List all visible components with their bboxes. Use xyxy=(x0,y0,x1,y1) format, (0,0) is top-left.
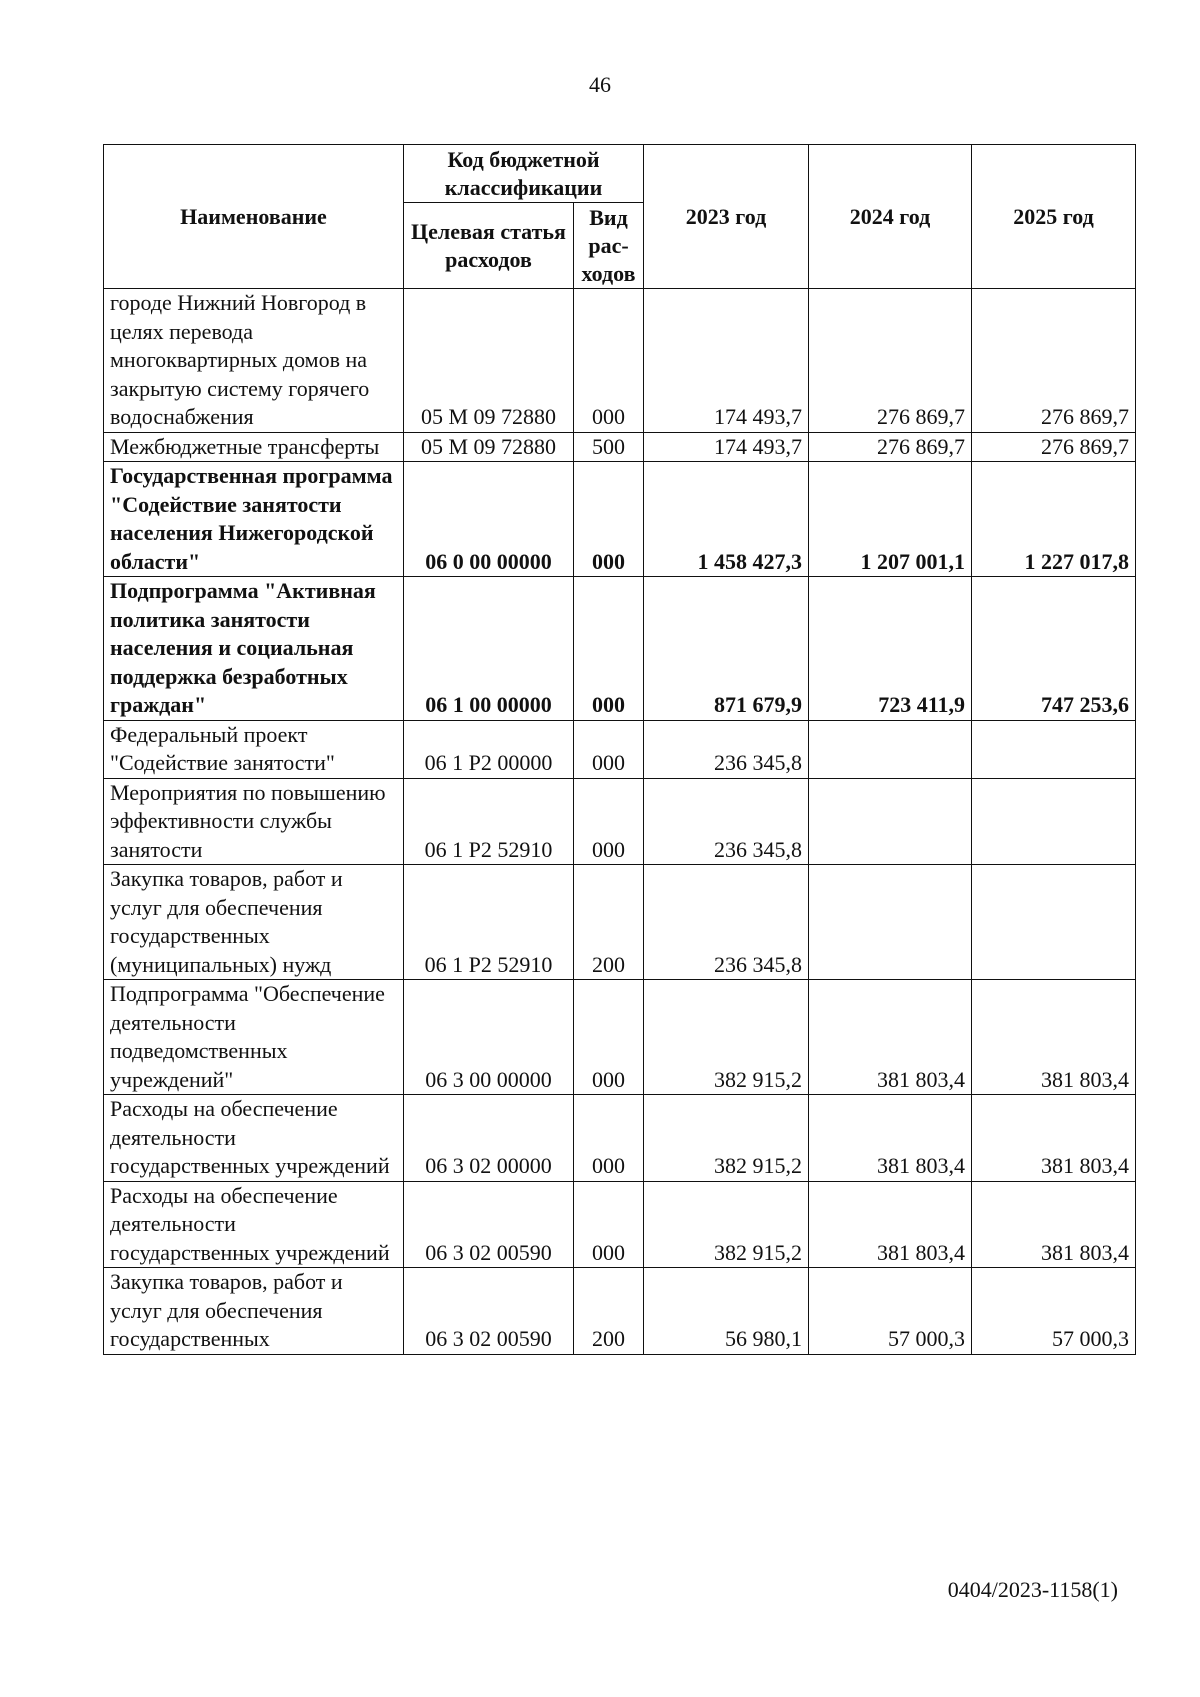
row-value-2023: 1 458 427,3 xyxy=(644,462,809,577)
row-expense-kind: 000 xyxy=(574,462,644,577)
row-value-2025: 276 869,7 xyxy=(972,432,1136,462)
row-expense-kind: 000 xyxy=(574,1095,644,1182)
page-number: 46 xyxy=(589,72,611,97)
table-row xyxy=(104,778,1136,865)
row-value-2025 xyxy=(972,865,1136,980)
row-value-2023: 174 493,7 xyxy=(644,289,809,433)
row-name: городе Нижний Новгород в целях перевода многоквартирных домов на закрытую систему горячего водоснабжения xyxy=(104,289,404,433)
row-value-2024 xyxy=(809,720,972,778)
row-value-2023: 382 915,2 xyxy=(644,1181,809,1268)
row-target-code: 06 3 02 00590 xyxy=(404,1268,574,1355)
row-value-2025: 381 803,4 xyxy=(972,1181,1136,1268)
table-row xyxy=(104,980,1136,1095)
row-name: Расходы на обеспечение деятельности государственных учреждений xyxy=(104,1181,404,1268)
row-expense-kind: 200 xyxy=(574,1268,644,1355)
row-value-2025 xyxy=(972,720,1136,778)
row-value-2023: 236 345,8 xyxy=(644,865,809,980)
row-expense-kind: 000 xyxy=(574,720,644,778)
row-value-2025: 381 803,4 xyxy=(972,980,1136,1095)
row-value-2025 xyxy=(972,778,1136,865)
row-expense-kind: 000 xyxy=(574,289,644,433)
row-value-2023: 382 915,2 xyxy=(644,1095,809,1182)
header-2024: 2024 год xyxy=(809,145,972,289)
table-row xyxy=(104,432,1136,462)
header-name: Наименование xyxy=(104,145,404,289)
row-name: Межбюджетные трансферты xyxy=(104,432,404,462)
row-name: Закупка товаров, работ и услуг для обеспечения государственных (муниципальных) нужд xyxy=(104,865,404,980)
table-row xyxy=(104,1268,1136,1355)
row-target-code: 06 0 00 00000 xyxy=(404,462,574,577)
row-target-code: 06 3 02 00590 xyxy=(404,1181,574,1268)
table-row xyxy=(104,865,1136,980)
row-value-2025: 747 253,6 xyxy=(972,577,1136,721)
table-row xyxy=(104,289,1136,433)
row-expense-kind: 500 xyxy=(574,432,644,462)
table-row xyxy=(104,1095,1136,1182)
row-expense-kind: 000 xyxy=(574,577,644,721)
header-2023: 2023 год xyxy=(644,145,809,289)
row-value-2025: 57 000,3 xyxy=(972,1268,1136,1355)
header-target-article: Целевая статья расходов xyxy=(404,203,574,289)
header-expense-kind: Вид рас-ходов xyxy=(574,203,644,289)
row-expense-kind: 000 xyxy=(574,1181,644,1268)
row-value-2024: 1 207 001,1 xyxy=(809,462,972,577)
row-name: Подпрограмма "Обеспечение деятельности подведомственных учреждений" xyxy=(104,980,404,1095)
row-value-2025: 381 803,4 xyxy=(972,1095,1136,1182)
row-value-2023: 236 345,8 xyxy=(644,778,809,865)
row-value-2023: 56 980,1 xyxy=(644,1268,809,1355)
row-expense-kind: 200 xyxy=(574,865,644,980)
row-target-code: 06 1 00 00000 xyxy=(404,577,574,721)
row-value-2024: 276 869,7 xyxy=(809,289,972,433)
table-row xyxy=(104,1181,1136,1268)
row-value-2023: 871 679,9 xyxy=(644,577,809,721)
row-value-2023: 174 493,7 xyxy=(644,432,809,462)
row-name: Федеральный проект "Содействие занятости" xyxy=(104,720,404,778)
table-body xyxy=(104,289,1136,1355)
row-target-code: 06 3 00 00000 xyxy=(404,980,574,1095)
row-value-2024: 57 000,3 xyxy=(809,1268,972,1355)
row-value-2025: 1 227 017,8 xyxy=(972,462,1136,577)
row-name: Закупка товаров, работ и услуг для обеспечения государственных xyxy=(104,1268,404,1355)
table-row xyxy=(104,577,1136,721)
row-name: Подпрограмма "Активная политика занятости населения и социальная поддержка безработных граждан" xyxy=(104,577,404,721)
table-row xyxy=(104,720,1136,778)
row-value-2024: 381 803,4 xyxy=(809,1181,972,1268)
row-value-2024: 381 803,4 xyxy=(809,1095,972,1182)
row-value-2023: 382 915,2 xyxy=(644,980,809,1095)
row-value-2024 xyxy=(809,778,972,865)
row-name: Расходы на обеспечение деятельности государственных учреждений xyxy=(104,1095,404,1182)
row-value-2024: 276 869,7 xyxy=(809,432,972,462)
row-target-code: 05 М 09 72880 xyxy=(404,289,574,433)
row-value-2024: 723 411,9 xyxy=(809,577,972,721)
row-value-2025: 276 869,7 xyxy=(972,289,1136,433)
row-target-code: 06 3 02 00000 xyxy=(404,1095,574,1182)
budget-table xyxy=(103,144,1136,1355)
table-row xyxy=(104,462,1136,577)
row-name: Мероприятия по повышению эффективности службы занятости xyxy=(104,778,404,865)
document-code: 0404/2023-1158(1) xyxy=(947,1577,1118,1602)
row-target-code: 06 1 Р2 52910 xyxy=(404,865,574,980)
header-budget-code: Код бюджетной классификации xyxy=(404,145,644,203)
row-value-2023: 236 345,8 xyxy=(644,720,809,778)
row-name: Государственная программа "Содействие занятости населения Нижегородской области" xyxy=(104,462,404,577)
row-value-2024 xyxy=(809,865,972,980)
row-value-2024: 381 803,4 xyxy=(809,980,972,1095)
row-target-code: 05 М 09 72880 xyxy=(404,432,574,462)
row-expense-kind: 000 xyxy=(574,778,644,865)
header-2025: 2025 год xyxy=(972,145,1136,289)
row-target-code: 06 1 Р2 00000 xyxy=(404,720,574,778)
row-expense-kind: 000 xyxy=(574,980,644,1095)
row-target-code: 06 1 Р2 52910 xyxy=(404,778,574,865)
